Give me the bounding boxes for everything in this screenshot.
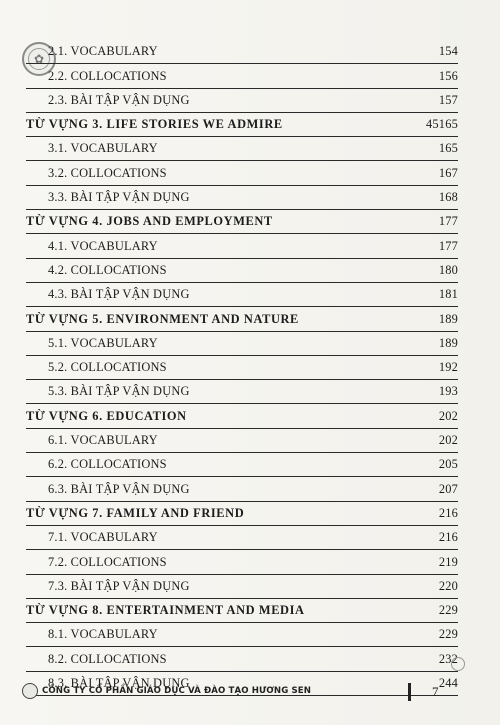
toc-entry-row (26, 89, 458, 113)
toc-entry-row (26, 332, 458, 356)
toc-entry-page: 168 (438, 190, 458, 205)
toc-entry-label: TỪ VỰNG 6. EDUCATION (26, 408, 187, 423)
toc-entry-page: 45165 (426, 117, 458, 132)
toc-entry-label: 3.3. BÀI TẬP VẬN DỤNG (48, 190, 190, 205)
table-of-contents (26, 40, 458, 696)
toc-entry-row (26, 356, 458, 380)
toc-entry-row (26, 453, 458, 477)
toc-entry-row (26, 64, 458, 88)
page-number: 7 (432, 684, 439, 699)
toc-entry-label: TỪ VỰNG 7. FAMILY AND FRIEND (26, 505, 245, 520)
toc-entry-row (26, 40, 458, 64)
toc-entry-label: 2.2. COLLOCATIONS (48, 68, 167, 83)
toc-entry-row (26, 550, 458, 574)
toc-entry-label: 7.3. BÀI TẬP VẬN DỤNG (48, 578, 190, 593)
toc-entry-label: 2.1. VOCABULARY (48, 44, 158, 59)
toc-chapter-row (26, 502, 458, 526)
toc-entry-label: 8.2. COLLOCATIONS (48, 651, 167, 666)
toc-chapter-row (26, 210, 458, 234)
watermark-icon (451, 657, 465, 671)
toc-entry-label: 7.1. VOCABULARY (48, 530, 158, 545)
toc-entry-page: 232 (438, 651, 458, 666)
toc-entry-row (26, 283, 458, 307)
toc-entry-row (26, 380, 458, 404)
toc-entry-label: 5.1. VOCABULARY (48, 335, 158, 350)
toc-entry-page: 229 (438, 627, 458, 642)
publisher-logo-icon (22, 683, 38, 699)
toc-entry-page: 220 (438, 578, 458, 593)
footer-divider (408, 683, 411, 701)
toc-entry-label: 5.2. COLLOCATIONS (48, 360, 167, 375)
toc-entry-label: TỪ VỰNG 5. ENVIRONMENT AND NATURE (26, 311, 299, 326)
toc-entry-label: TỪ VỰNG 4. JOBS AND EMPLOYMENT (26, 214, 273, 229)
toc-entry-label: 8.3. BÀI TẬP VẬN DỤNG (48, 676, 190, 691)
toc-entry-page: 202 (438, 433, 458, 448)
toc-entry-row (26, 623, 458, 647)
toc-entry-page: 205 (438, 457, 458, 472)
toc-entry-page: 189 (438, 311, 458, 326)
toc-chapter-row (26, 599, 458, 623)
toc-entry-label: 4.2. COLLOCATIONS (48, 262, 167, 277)
toc-entry-row (26, 477, 458, 501)
toc-entry-page: 193 (438, 384, 458, 399)
toc-entry-row (26, 526, 458, 550)
toc-entry-page: 167 (438, 165, 458, 180)
toc-entry-page: 165 (438, 141, 458, 156)
toc-entry-label: 5.3. BÀI TẬP VẬN DỤNG (48, 384, 190, 399)
toc-entry-page: 244 (438, 676, 458, 691)
toc-entry-page: 177 (438, 214, 458, 229)
toc-entry-label: 7.2. COLLOCATIONS (48, 554, 167, 569)
toc-entry-label: 6.1. VOCABULARY (48, 433, 158, 448)
toc-entry-row (26, 259, 458, 283)
publisher-name: CÔNG TY CỔ PHẦN GIÁO DỤC VÀ ĐÀO TẠO HƯƠNG SEN (42, 686, 312, 696)
toc-entry-page: 202 (438, 408, 458, 423)
toc-entry-label: 6.2. COLLOCATIONS (48, 457, 167, 472)
toc-chapter-row (26, 307, 458, 331)
toc-entry-label: 3.1. VOCABULARY (48, 141, 158, 156)
toc-entry-page: 229 (438, 603, 458, 618)
toc-entry-page: 177 (438, 238, 458, 253)
toc-entry-page: 207 (438, 481, 458, 496)
toc-entry-label: 3.2. COLLOCATIONS (48, 165, 167, 180)
toc-entry-label: 4.3. BÀI TẬP VẬN DỤNG (48, 287, 190, 302)
toc-entry-row (26, 575, 458, 599)
toc-entry-label: 4.1. VOCABULARY (48, 238, 158, 253)
toc-entry-label: TỪ VỰNG 8. ENTERTAINMENT AND MEDIA (26, 603, 305, 618)
toc-entry-row (26, 186, 458, 210)
toc-entry-label: 8.1. VOCABULARY (48, 627, 158, 642)
toc-entry-page: 192 (438, 360, 458, 375)
toc-entry-page: 216 (438, 530, 458, 545)
toc-entry-row (26, 647, 458, 671)
toc-entry-page: 189 (438, 335, 458, 350)
toc-entry-page: 219 (438, 554, 458, 569)
toc-entry-label: TỪ VỰNG 3. LIFE STORIES WE ADMIRE (26, 117, 283, 132)
toc-entry-page: 157 (438, 92, 458, 107)
toc-entry-row (26, 234, 458, 258)
toc-entry-row (26, 429, 458, 453)
toc-entry-page: 154 (438, 44, 458, 59)
toc-entry-row (26, 137, 458, 161)
toc-entry-page: 181 (438, 287, 458, 302)
toc-entry-label: 6.3. BÀI TẬP VẬN DỤNG (48, 481, 190, 496)
toc-chapter-row (26, 404, 458, 428)
toc-entry-page: 156 (438, 68, 458, 83)
toc-entry-label: 2.3. BÀI TẬP VẬN DỤNG (48, 92, 190, 107)
toc-entry-page: 216 (438, 505, 458, 520)
toc-chapter-row (26, 113, 458, 137)
publisher-seal-icon: ✿ (22, 42, 56, 76)
toc-entry-page: 180 (438, 262, 458, 277)
toc-entry-row (26, 161, 458, 185)
